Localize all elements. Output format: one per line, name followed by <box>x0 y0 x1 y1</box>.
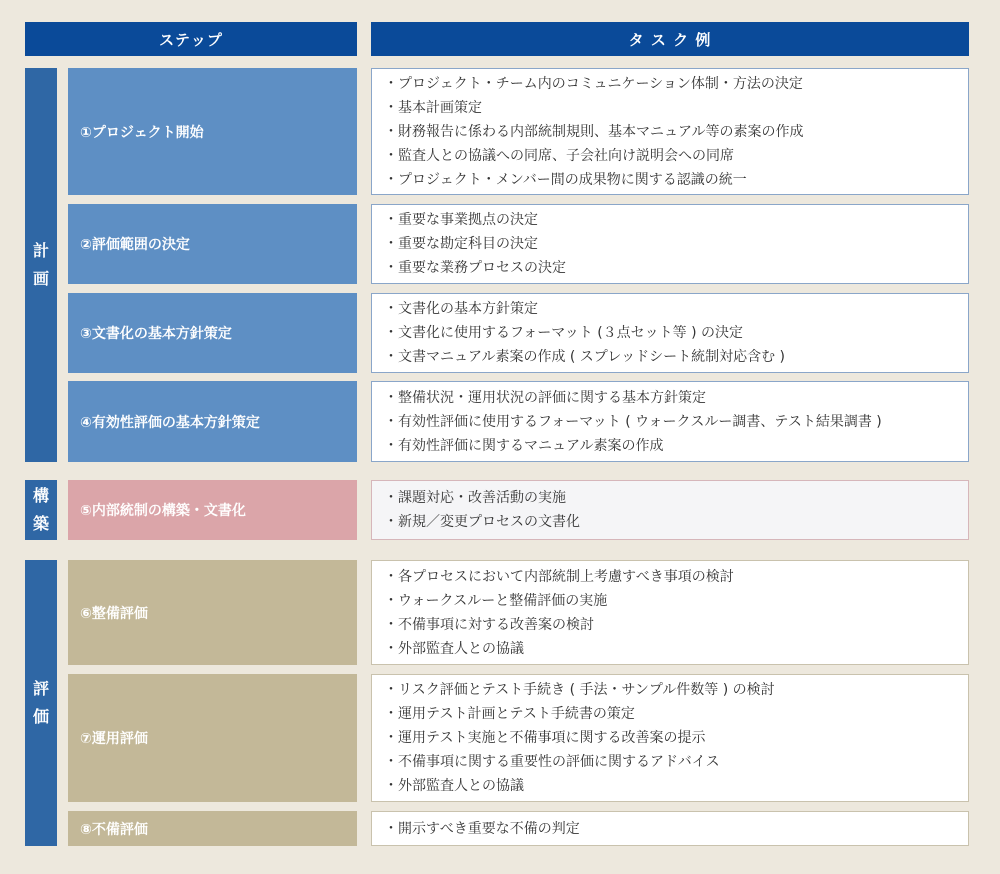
task-item: ・文書マニュアル素案の作成 ( スプレッドシート統制対応含む ) <box>384 349 786 365</box>
step-2: ②評価範囲の決定 <box>68 204 357 284</box>
task-item: ・基本計画策定 <box>384 99 482 116</box>
task-item: ・プロジェクト・メンバー間の成果物に関する認識の統一 <box>384 171 747 188</box>
phase-plan-char: 計 <box>32 241 49 260</box>
task-list-1 <box>371 68 969 195</box>
task-item: ・整備状況・運用状況の評価に関する基本方針策定 <box>384 389 706 406</box>
task-item: ・プロジェクト・チーム内のコミュニケーション体制・方法の決定 <box>384 75 803 92</box>
task-item: ・重要な業務プロセスの決定 <box>384 260 566 276</box>
phase-plan-char: 画 <box>32 269 49 288</box>
phase-plan <box>25 68 57 462</box>
phase-build-char: 構 <box>32 486 49 505</box>
task-item: ・運用テスト実施と不備事項に関する改善案の提示 <box>384 730 706 746</box>
phase-eval <box>25 560 57 846</box>
task-item: ・監査人との協議への同席、子会社向け説明会への同席 <box>384 147 734 164</box>
task-item: ・財務報告に係わる内部統制規則、基本マニュアル等の素案の作成 <box>384 123 804 140</box>
task-list-3 <box>371 293 969 373</box>
phase-build <box>25 480 57 540</box>
step-6: ⑥整備評価 <box>68 560 357 665</box>
task-item: ・重要な事業拠点の決定 <box>384 212 538 228</box>
phase-eval-char: 評 <box>32 679 49 698</box>
task-item: ・ウォークスルーと整備評価の実施 <box>384 592 608 609</box>
task-item: ・開示すべき重要な不備の判定 <box>384 820 580 837</box>
step-7: ⑦運用評価 <box>68 674 357 802</box>
task-item: ・文書化の基本方針策定 <box>384 301 538 317</box>
step-5: ⑤内部統制の構築・文書化 <box>68 480 357 540</box>
task-item: ・外部監査人との協議 <box>384 778 524 794</box>
task-item: ・リスク評価とテスト手続き ( 手法・サンプル件数等 ) の検討 <box>384 682 775 698</box>
task-item: ・文書化に使用するフォーマット (３点セット等 ) の決定 <box>384 325 744 341</box>
task-item: ・課題対応・改善活動の実施 <box>384 490 566 506</box>
phase-build-char: 築 <box>32 514 49 533</box>
task-item: ・各プロセスにおいて内部統制上考慮すべき事項の検討 <box>384 568 734 585</box>
step-3: ③文書化の基本方針策定 <box>68 293 357 373</box>
task-item: ・外部監査人との協議 <box>384 640 524 657</box>
task-item: ・不備事項に関する重要性の評価に関するアドバイス <box>384 754 720 770</box>
task-list-4 <box>371 381 969 462</box>
task-item: ・不備事項に対する改善案の検討 <box>384 616 594 633</box>
task-item: ・運用テスト計画とテスト手続書の策定 <box>384 706 635 722</box>
task-list-7 <box>371 674 969 802</box>
task-list-6 <box>371 560 969 665</box>
step-8: ⑧不備評価 <box>68 811 357 846</box>
task-list-5 <box>371 480 969 540</box>
task-item: ・有効性評価に使用するフォーマット ( ウォークスルー調書、テスト結果調書 ) <box>384 413 882 430</box>
task-item: ・有効性評価に関するマニュアル素案の作成 <box>384 437 664 454</box>
header-task: タ ス ク 例 <box>371 22 969 56</box>
step-1: ①プロジェクト開始 <box>68 68 357 195</box>
task-item: ・新規／変更プロセスの文書化 <box>384 514 580 530</box>
task-list-2 <box>371 204 969 284</box>
phase-eval-char: 価 <box>32 707 49 726</box>
task-item: ・重要な勘定科目の決定 <box>384 236 538 252</box>
step-4: ④有効性評価の基本方針策定 <box>68 381 357 462</box>
task-list-8 <box>371 811 969 846</box>
header-step: ステップ <box>25 22 357 56</box>
